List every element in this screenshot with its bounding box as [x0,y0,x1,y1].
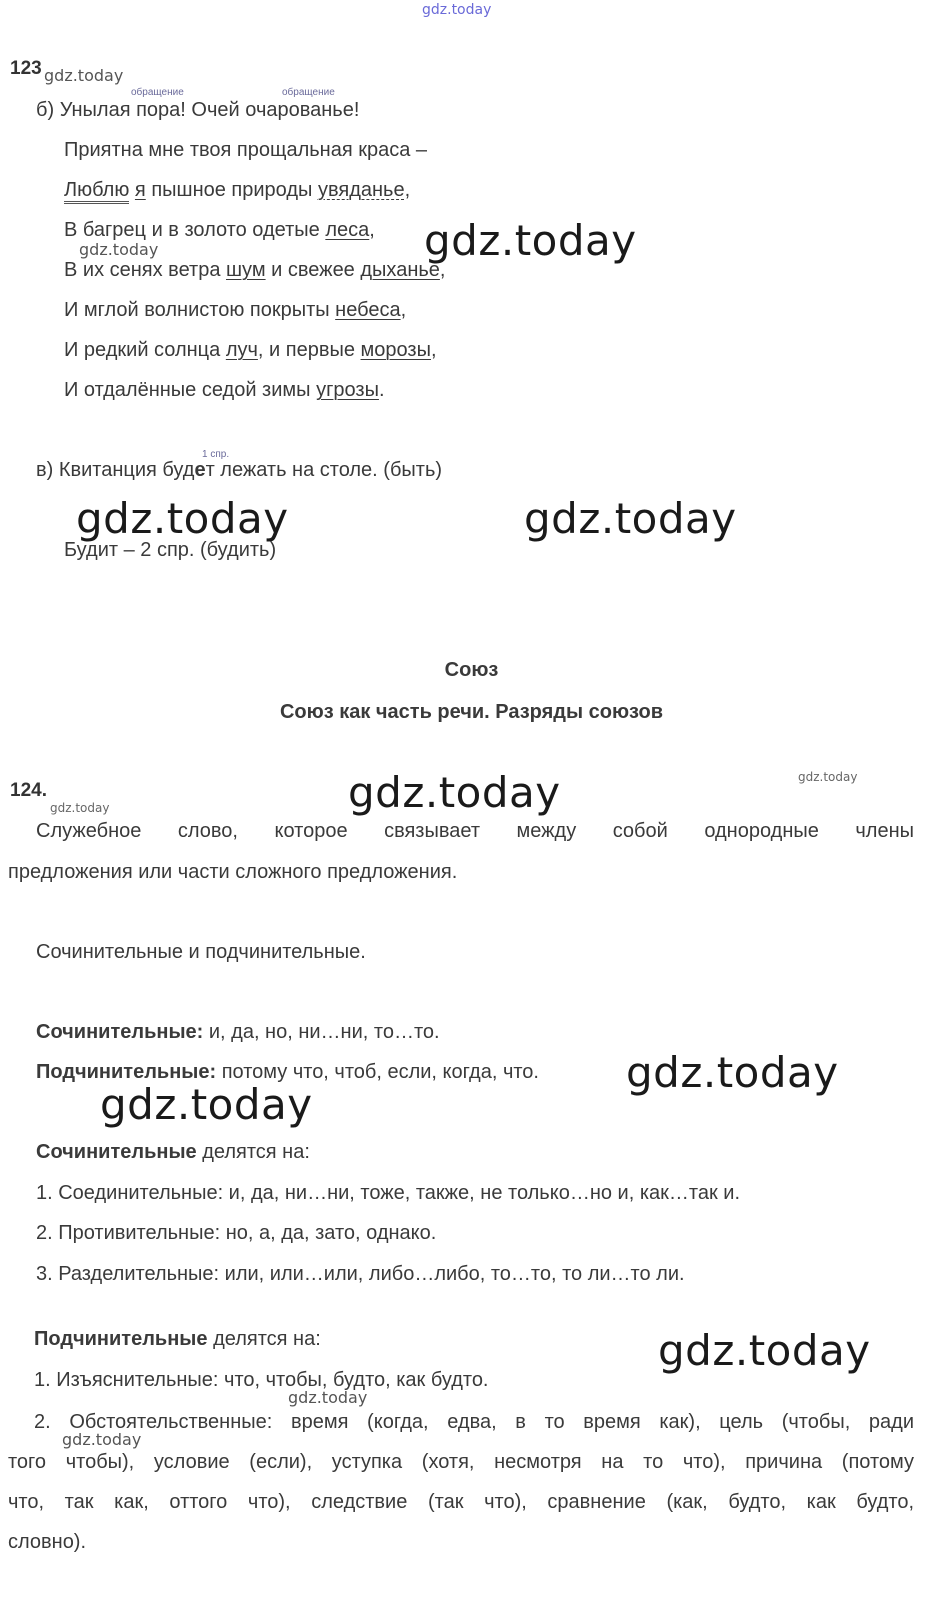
list-item-line: словно). [8,1531,87,1553]
list-item: 1. Изъяснительные: что, чтобы, будто, как будто. [34,1369,489,1391]
watermark-large: gdz.today [424,216,637,265]
text-span: И редкий солнца [64,339,221,361]
address-word: Очей [191,99,240,121]
poem-line-8 [64,378,385,402]
text-span: т лежать на столе. (быть) [205,459,443,481]
list-item-line: 2. Обстоятельственные: время (когда, едва, в то время как), цель (чтобы, ради [34,1411,914,1433]
watermark-small: gdz.today [62,1430,142,1449]
poem-line-6 [64,298,406,322]
subject: дыханье [360,259,440,281]
watermark-large: gdz.today [348,768,561,817]
exercise-number-124: 124. [10,780,47,801]
watermark-small: gdz.today [79,240,159,259]
punct: . [378,379,385,401]
poem-line-1 [36,98,359,122]
list-item: 3. Разделительные: или, или…или, либо…либо, то…то, то ли…то ли. [36,1263,685,1285]
subject: леса [325,219,370,241]
poem-line-4 [64,218,375,242]
highlighted-letter: е [194,459,206,481]
punct: , [400,299,407,321]
text-span: в) Квитанция буд [36,459,195,481]
watermark-large: gdz.today [524,494,737,543]
text-span: потому что, чтоб, если, когда, что. [216,1061,539,1083]
subject: луч [225,339,258,361]
poem-line-5 [64,258,445,282]
punct: , [430,339,437,361]
object: увяданье [317,179,405,201]
watermark-large: gdz.today [100,1080,313,1129]
punct: , [404,179,411,201]
watermark-large: gdz.today [626,1048,839,1097]
punct: , [369,219,375,241]
annotation-conjugation: 1 спр. [202,449,230,460]
annotation-address: обращение [131,87,184,98]
coord-division-heading [36,1140,310,1164]
text-span: и, да, но, ни…ни, то…то. [203,1021,440,1043]
subject: морозы [360,339,431,361]
item-label: б) [36,99,55,121]
item-v-line-2: Будит – 2 спр. (будить) [64,539,277,561]
item-v-line [36,458,442,482]
poem-line-7 [64,338,437,362]
text-span: пышное природы [151,179,313,201]
definition-line-1: Служебное слово, которое связывает между собой однородные члены [36,820,914,842]
watermark-large: gdz.today [76,494,289,543]
watermark-small: gdz.today [798,770,858,784]
list-item: 2. Противительные: но, а, да, зато, однако. [36,1222,437,1244]
subject: угрозы [316,379,379,401]
subject: шум [226,259,266,281]
text-span: В багрец и в золото одетые [64,219,320,241]
text-span: , и первые [257,339,355,361]
text-span: И мглой волнистою покрыты [64,299,330,321]
subject: небеса [335,299,401,321]
section-title: Союз [444,659,499,681]
label-bold: Сочинительные: [36,1021,204,1043]
annotation-address: обращение [282,87,335,98]
label-bold: Подчинительные: [36,1061,217,1083]
address-word: очарованье! [245,99,360,121]
text-span: делятся на: [207,1328,321,1350]
subject: я [134,179,146,201]
definition-line-2: предложения или части сложного предложения. [8,861,458,883]
text-span: В их сенях ветра [64,259,221,281]
watermark-large: gdz.today [658,1326,871,1375]
poem-line-2: Приятна мне твоя прощальная краса – [64,139,428,161]
coord-examples [36,1020,440,1044]
watermark-small: gdz.today [50,801,110,815]
types-line: Сочинительные и подчинительные. [36,941,366,963]
watermark-top: gdz.today [422,2,492,18]
address-phrase: Унылая пора! [59,99,186,121]
text-span: и свежее [271,259,355,281]
watermark-small: gdz.today [44,66,124,85]
list-item: 1. Соединительные: и, да, ни…ни, тоже, также, не только…но и, как…так и. [36,1182,740,1204]
text-span: И отдалённые седой зимы [64,379,311,401]
subord-division-heading [34,1327,321,1351]
predicate: Люблю [64,179,129,204]
label-bold: Сочинительные [36,1141,197,1163]
text-span: делятся на: [196,1141,310,1163]
watermark-small: gdz.today [288,1388,368,1407]
section-subtitle: Союз как часть речи. Разряды союзов [279,701,664,723]
poem-line-3 [64,178,410,202]
list-item-line: что, так как, оттого что), следствие (так что), сравнение (как, будто, как будто, [8,1491,914,1513]
punct: , [439,259,446,281]
exercise-number-123: 123 [10,58,42,79]
label-bold: Подчинительные [34,1328,208,1350]
list-item-line: того чтобы), условие (если), уступка (хотя, несмотря на то что), причина (потому [8,1451,914,1473]
